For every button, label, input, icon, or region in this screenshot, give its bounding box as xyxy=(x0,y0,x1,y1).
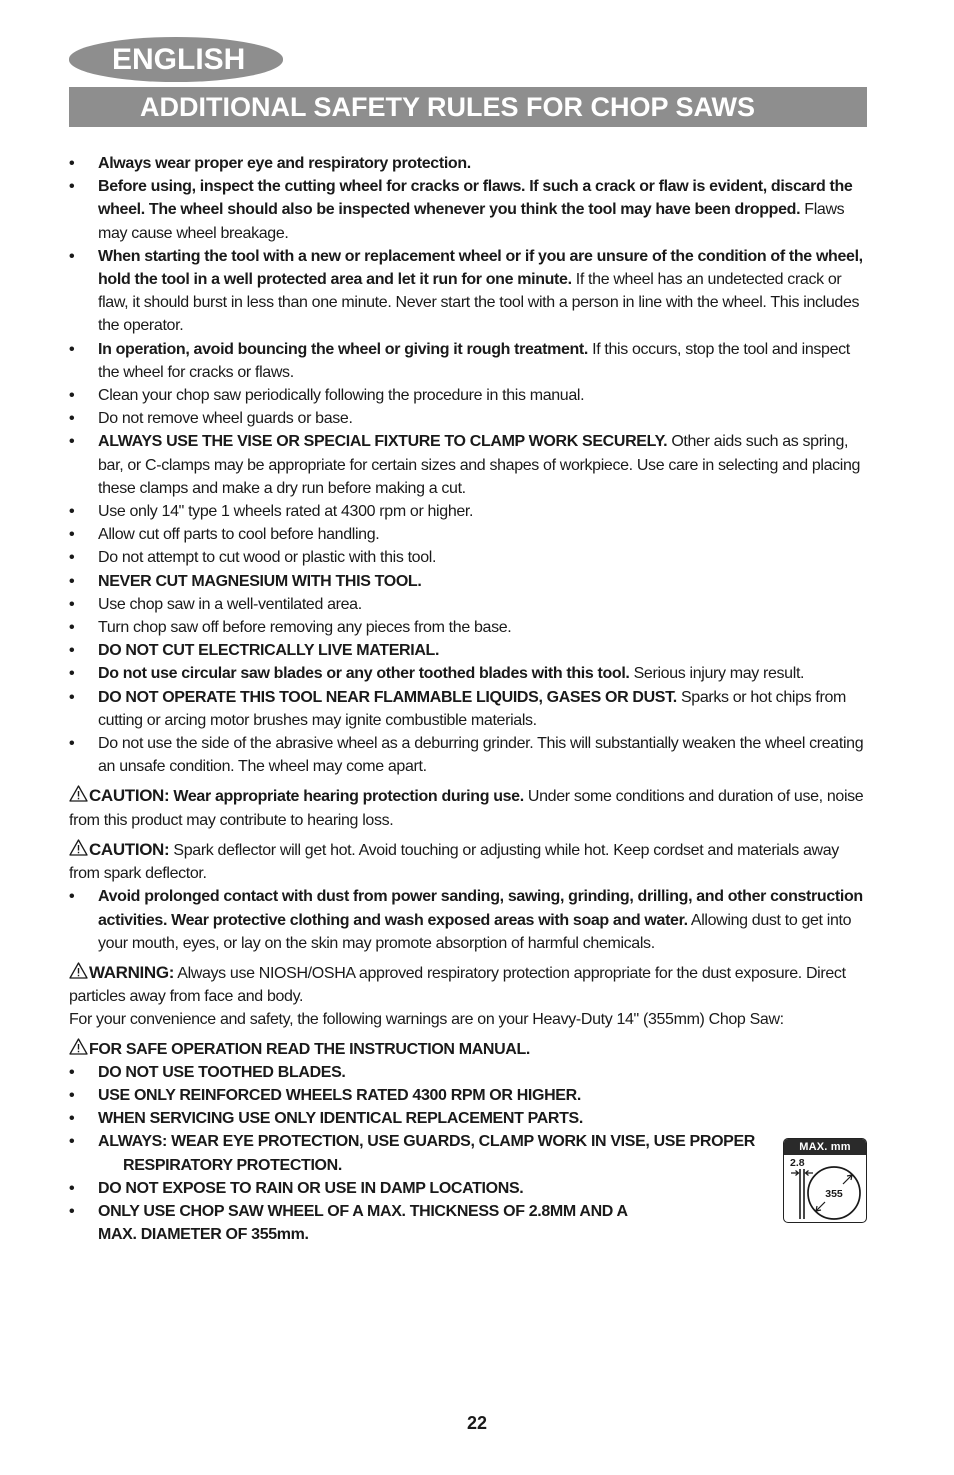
tool-label-item xyxy=(69,1130,869,1176)
rule-item xyxy=(69,662,869,685)
rule-text: Use only 14" type 1 wheels rated at 4300 rpm or higher. xyxy=(98,503,474,521)
badge-diagram xyxy=(784,1155,865,1222)
warning-triangle-icon xyxy=(69,962,88,979)
tool-label-line: ALWAYS: WEAR EYE PROTECTION, USE GUARDS, CLAMP WORK IN VISE, USE PROPER xyxy=(98,1133,756,1151)
rule-item xyxy=(69,686,869,732)
thickness-arrows-icon xyxy=(791,1169,813,1219)
rule-bold: In operation, avoid bouncing the wheel or giving it rough treatment. xyxy=(98,340,588,358)
tool-label-item xyxy=(69,1177,869,1200)
caution-text: Spark deflector will get hot. Avoid touching or adjusting while hot. Keep cordset and materials away from spark deflector. xyxy=(69,841,839,883)
tool-label-item xyxy=(69,1107,869,1130)
warning-triangle-icon xyxy=(69,839,88,856)
warning-label: WARNING: xyxy=(89,962,175,982)
convenience-note: For your convenience and safety, the following warnings are on your Heavy-Duty 14" (355mm) Chop Saw: xyxy=(69,1011,784,1029)
section-title-bar xyxy=(69,87,867,127)
badge-thickness: 2.8 xyxy=(790,1157,805,1169)
rule-text: Sparks or hot chips from cutting or arcing motor brushes may ignite combustible materials. xyxy=(98,688,846,729)
rule-item xyxy=(69,338,869,384)
rule-text: Other aids such as spring, bar, or C-clamps may be appropriate for certain sizes and shapes of workpiece. Use care in selecting and placing these clamps and make a dry run before making a cut. xyxy=(98,433,861,497)
caution-label: CAUTION: xyxy=(89,839,170,859)
tool-label-line: WHEN SERVICING USE ONLY IDENTICAL REPLACEMENT PARTS. xyxy=(98,1110,583,1128)
tool-label-line: DO NOT EXPOSE TO RAIN OR USE IN DAMP LOCATIONS. xyxy=(98,1179,524,1197)
rules-list xyxy=(69,152,869,778)
rule-bold: NEVER CUT MAGNESIUM WITH THIS TOOL. xyxy=(98,572,422,590)
tool-label-item xyxy=(69,1084,869,1107)
rule-item xyxy=(69,430,869,500)
badge-diameter: 355 xyxy=(825,1188,843,1200)
rule-text: Serious injury may result. xyxy=(629,665,805,683)
rule-text: Do not use the side of the abrasive wheel as a deburring grinder. This will substantially weaken the wheel creating an unsafe condition. The wheel may come apart. xyxy=(98,735,864,776)
caution-hearing xyxy=(69,784,869,831)
rule-bold: Do not use circular saw blades or any other toothed blades with this tool. xyxy=(98,665,630,683)
language-label: ENGLISH xyxy=(112,43,246,76)
rule-item xyxy=(69,616,869,639)
rule-item xyxy=(69,570,869,593)
rule-bold: Before using, inspect the cutting wheel for cracks or flaws. If such a crack or flaw is evident, discard the wheel. The wheel should also be inspected whenever you think the tool may have been dropped. xyxy=(98,178,853,219)
warning-triangle-icon xyxy=(69,1038,88,1055)
rule-item xyxy=(69,152,869,175)
rule-item xyxy=(69,245,869,338)
rule-item xyxy=(69,732,869,778)
rule-item xyxy=(69,384,869,407)
caution-spark-deflector xyxy=(69,838,869,885)
rule-text: If the wheel has an undetected crack or flaw, it should burst in less than one minute. Never start the tool with a person in line with the wheel. This includes the operator. xyxy=(98,271,860,335)
section-title: ADDITIONAL SAFETY RULES FOR CHOP SAWS xyxy=(140,92,756,122)
warning-respiratory xyxy=(69,961,869,1008)
safety-rules-content xyxy=(69,152,869,1246)
tool-label-line-continued: MAX. DIAMETER OF 355mm. xyxy=(98,1226,309,1244)
tool-label-item xyxy=(69,1061,869,1084)
dust-rule xyxy=(69,885,869,955)
rule-text: Use chop saw in a well-ventilated area. xyxy=(98,595,362,613)
rule-item xyxy=(69,593,869,616)
rule-item xyxy=(69,407,869,430)
tool-label-heading-text: FOR SAFE OPERATION READ THE INSTRUCTION MANUAL. xyxy=(89,1040,531,1058)
warning-text: Always use NIOSH/OSHA approved respiratory protection appropriate for the dust exposure. Direct particles away from face and body. xyxy=(69,964,846,1006)
rule-item xyxy=(69,546,869,569)
rule-item xyxy=(69,523,869,546)
tool-label-line: ONLY USE CHOP SAW WHEEL OF A MAX. THICKNESS OF 2.8MM AND A xyxy=(98,1202,628,1220)
rule-bold: ALWAYS USE THE VISE OR SPECIAL FIXTURE TO CLAMP WORK SECURELY. xyxy=(98,433,668,451)
rule-item xyxy=(69,175,869,245)
tool-label-line: USE ONLY REINFORCED WHEELS RATED 4300 RPM OR HIGHER. xyxy=(98,1086,581,1104)
max-wheel-size-badge xyxy=(783,1138,867,1223)
rule-bold: When starting the tool with a new or replacement wheel or if you are unsure of the condition of the wheel, hold the tool in a well protected area and let it run for one minute. xyxy=(98,247,863,289)
rule-text: Allow cut off parts to cool before handling. xyxy=(98,526,380,544)
tool-label-item xyxy=(69,1200,869,1246)
rule-text: Flaws may cause wheel breakage. xyxy=(98,201,845,242)
warning-triangle-icon xyxy=(69,785,88,802)
dust-rule-bold: Avoid prolonged contact with dust from power sanding, sawing, grinding, drilling, and other construction activities. Wear protective clothing and wash exposed areas with soap and water. xyxy=(98,888,863,929)
rule-text: Turn chop saw off before removing any pieces from the base. xyxy=(98,619,512,637)
language-tab xyxy=(69,37,283,82)
rule-bold: Always wear proper eye and respiratory protection. xyxy=(98,155,471,172)
caution-label: CAUTION: xyxy=(89,786,170,806)
rule-item xyxy=(69,639,869,662)
rule-text: Clean your chop saw periodically following the procedure in this manual. xyxy=(98,387,585,405)
rule-bold: DO NOT CUT ELECTRICALLY LIVE MATERIAL. xyxy=(98,642,440,660)
caution-text: Under some conditions and duration of use, noise from this product may contribute to hearing loss. xyxy=(69,788,864,829)
tool-label-list xyxy=(69,1061,869,1247)
rule-bold: DO NOT OPERATE THIS TOOL NEAR FLAMMABLE LIQUIDS, GASES OR DUST. xyxy=(98,688,677,706)
tool-label-line-continued: RESPIRATORY PROTECTION. xyxy=(123,1156,342,1174)
rule-item xyxy=(69,500,869,523)
badge-title: MAX. mm xyxy=(784,1139,866,1155)
dust-rule-text: Allowing dust to get into your mouth, eyes, or lay on the skin may promote absorption of harmful chemicals. xyxy=(98,911,852,952)
caution-bold: Wear appropriate hearing protection during use. xyxy=(169,788,524,806)
rule-text: Do not remove wheel guards or base. xyxy=(98,410,353,428)
rule-text: If this occurs, stop the tool and inspect the wheel for cracks or flaws. xyxy=(98,340,850,381)
rule-text: Do not attempt to cut wood or plastic with this tool. xyxy=(98,549,437,567)
page-number: 22 xyxy=(466,1413,488,1433)
tool-label-line: DO NOT USE TOOTHED BLADES. xyxy=(98,1063,346,1081)
tool-label-heading xyxy=(69,1038,869,1061)
